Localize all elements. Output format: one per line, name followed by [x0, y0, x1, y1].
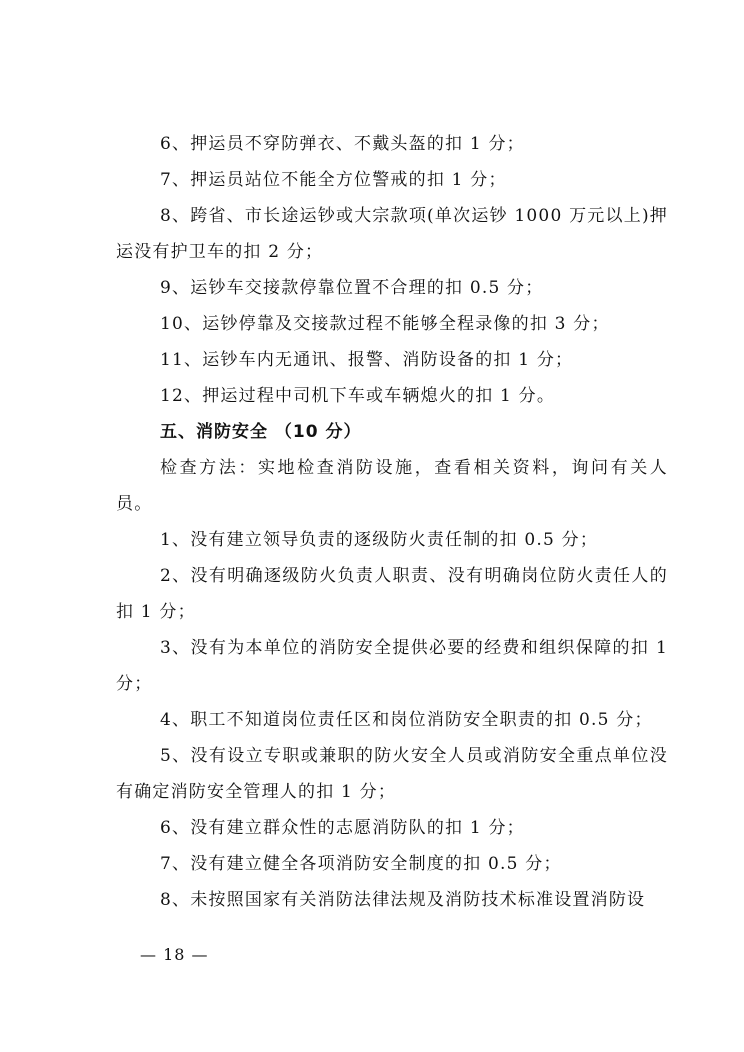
list-item: 1、没有建立领导负责的逐级防火责任制的扣 0.5 分； — [160, 530, 599, 550]
list-item: 7、没有建立健全各项消防安全制度的扣 0.5 分； — [160, 854, 562, 874]
list-item: 8、未按照国家有关消防法律法规及消防技术标准设置消防设 — [160, 890, 646, 910]
list-item: 3、没有为本单位的消防安全提供必要的经费和组织保障的扣 1 分； — [116, 638, 668, 694]
list-item: 6、押运员不穿防弹衣、不戴头盔的扣 1 分； — [160, 134, 525, 154]
inspection-method: 检查方法：实地检查消防设施，查看相关资料，询问有关人员。 — [116, 458, 668, 514]
list-item: 12、押运过程中司机下车或车辆熄火的扣 1 分。 — [160, 386, 556, 406]
list-item: 5、没有设立专职或兼职的防火安全人员或消防安全重点单位没有确定消防安全管理人的扣 1 分； — [116, 746, 668, 802]
section-heading: 五、消防安全 （10 分） — [160, 422, 362, 442]
document-body — [116, 126, 668, 918]
list-item: 2、没有明确逐级防火负责人职责、没有明确岗位防火责任人的扣 1 分； — [116, 566, 668, 622]
list-item: 7、押运员站位不能全方位警戒的扣 1 分； — [160, 170, 507, 190]
list-item: 6、没有建立群众性的志愿消防队的扣 1 分； — [160, 818, 525, 838]
list-item: 9、运钞车交接款停靠位置不合理的扣 0.5 分； — [160, 278, 544, 298]
list-item: 10、运钞停靠及交接款过程不能够全程录像的扣 3 分； — [160, 314, 610, 334]
list-item: 4、职工不知道岗位责任区和岗位消防安全职责的扣 0.5 分； — [160, 710, 653, 730]
list-item: 11、运钞车内无通讯、报警、消防设备的扣 1 分； — [160, 350, 574, 370]
list-item: 8、跨省、市长途运钞或大宗款项(单次运钞 1000 万元以上)押运没有护卫车的扣 2 分； — [116, 206, 668, 262]
page-number: — 18 — — [140, 945, 209, 964]
